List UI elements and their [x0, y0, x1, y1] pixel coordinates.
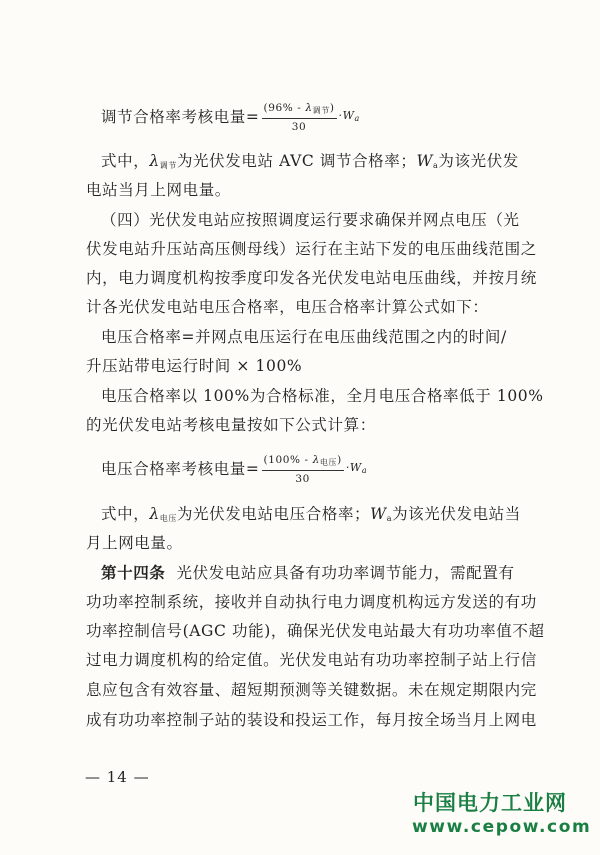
paragraph-line: 电压合格率以 100%为合格标准，全月电压合格率低于 100% — [101, 387, 544, 405]
formula-voltage-assessment: 电压合格率考核电量= $\frac{(100\% - \lambda_{电压})}{30}$ $\cdot W_a$ — [101, 453, 368, 485]
paragraph-line: 功功率控制系统，接收并自动执行电力调度机构远方发送的有功 — [86, 593, 537, 611]
paragraph-line: 电压合格率=并网点电压运行在电压曲线范围之内的时间/ — [101, 328, 507, 346]
formula-adjustment-assessment: 调节合格率考核电量= $\frac{(96\% - \lambda_{调节})}{30}$ $\cdot W_a$ — [101, 101, 360, 133]
paragraph-line: 电站当月上网电量。 — [86, 181, 231, 199]
paragraph-line: 月上网电量。 — [86, 534, 183, 552]
article-14-line: 第十四条 光伏发电站应具备有功功率调节能力，需配置有 — [101, 563, 515, 582]
formula2-fraction: $\frac{(100\% - \lambda_{电压})}{30}$ — [263, 453, 342, 485]
paragraph-line: 功率控制信号(AGC 功能)，确保光伏发电站最大有功功率值不超 — [86, 622, 545, 640]
paragraph-line: 过电力调度机构的给定值。光伏发电站有功功率控制子站上行信 — [86, 651, 537, 669]
paragraph-line: （四）光伏发电站应按照调度运行要求确保并网点电压（光 — [101, 211, 520, 229]
paragraph-line: 内，电力调度机构按季度印发各光伏发电站电压曲线，并按月统 — [86, 269, 537, 287]
paragraph-line: 计各光伏发电站电压合格率，电压合格率计算公式如下： — [86, 298, 489, 316]
paragraph-line: 升压站带电运行时间 × 100% — [86, 357, 303, 375]
watermark-site-name: 中国电力工业网 — [413, 791, 567, 815]
article-14-title: 第十四条 — [101, 563, 166, 582]
paragraph-line: 伏发电站升压站高压侧母线）运行在主站下发的电压曲线范围之 — [86, 240, 537, 258]
formula2-label: 电压合格率考核电量= — [101, 460, 260, 478]
page-number: — 14 — — [85, 768, 150, 786]
watermark-url: www.cepow.com — [412, 817, 592, 837]
paragraph-line: 的光伏发电站考核电量按如下公式计算： — [86, 416, 376, 434]
formula1-label: 调节合格率考核电量= — [101, 108, 260, 126]
paragraph-line: 式中，$\lambda_{电压}$为光伏发电站电压合格率；$W_a$为该光伏发电站当 — [101, 505, 521, 523]
paragraph-line: 成有功功率控制子站的装设和投运工作，每月按全场当月上网电 — [86, 711, 537, 729]
paragraph-line: 息应包含有效容量、超短期预测等关键数据。未在规定期限内完 — [86, 681, 537, 699]
paragraph-line: 式中，$\lambda_{调节}$为光伏发电站 AVC 调节合格率；$W_a$为该光伏发 — [101, 152, 519, 170]
formula1-fraction: $\frac{(96\% - \lambda_{调节})}{30}$ — [263, 101, 335, 133]
